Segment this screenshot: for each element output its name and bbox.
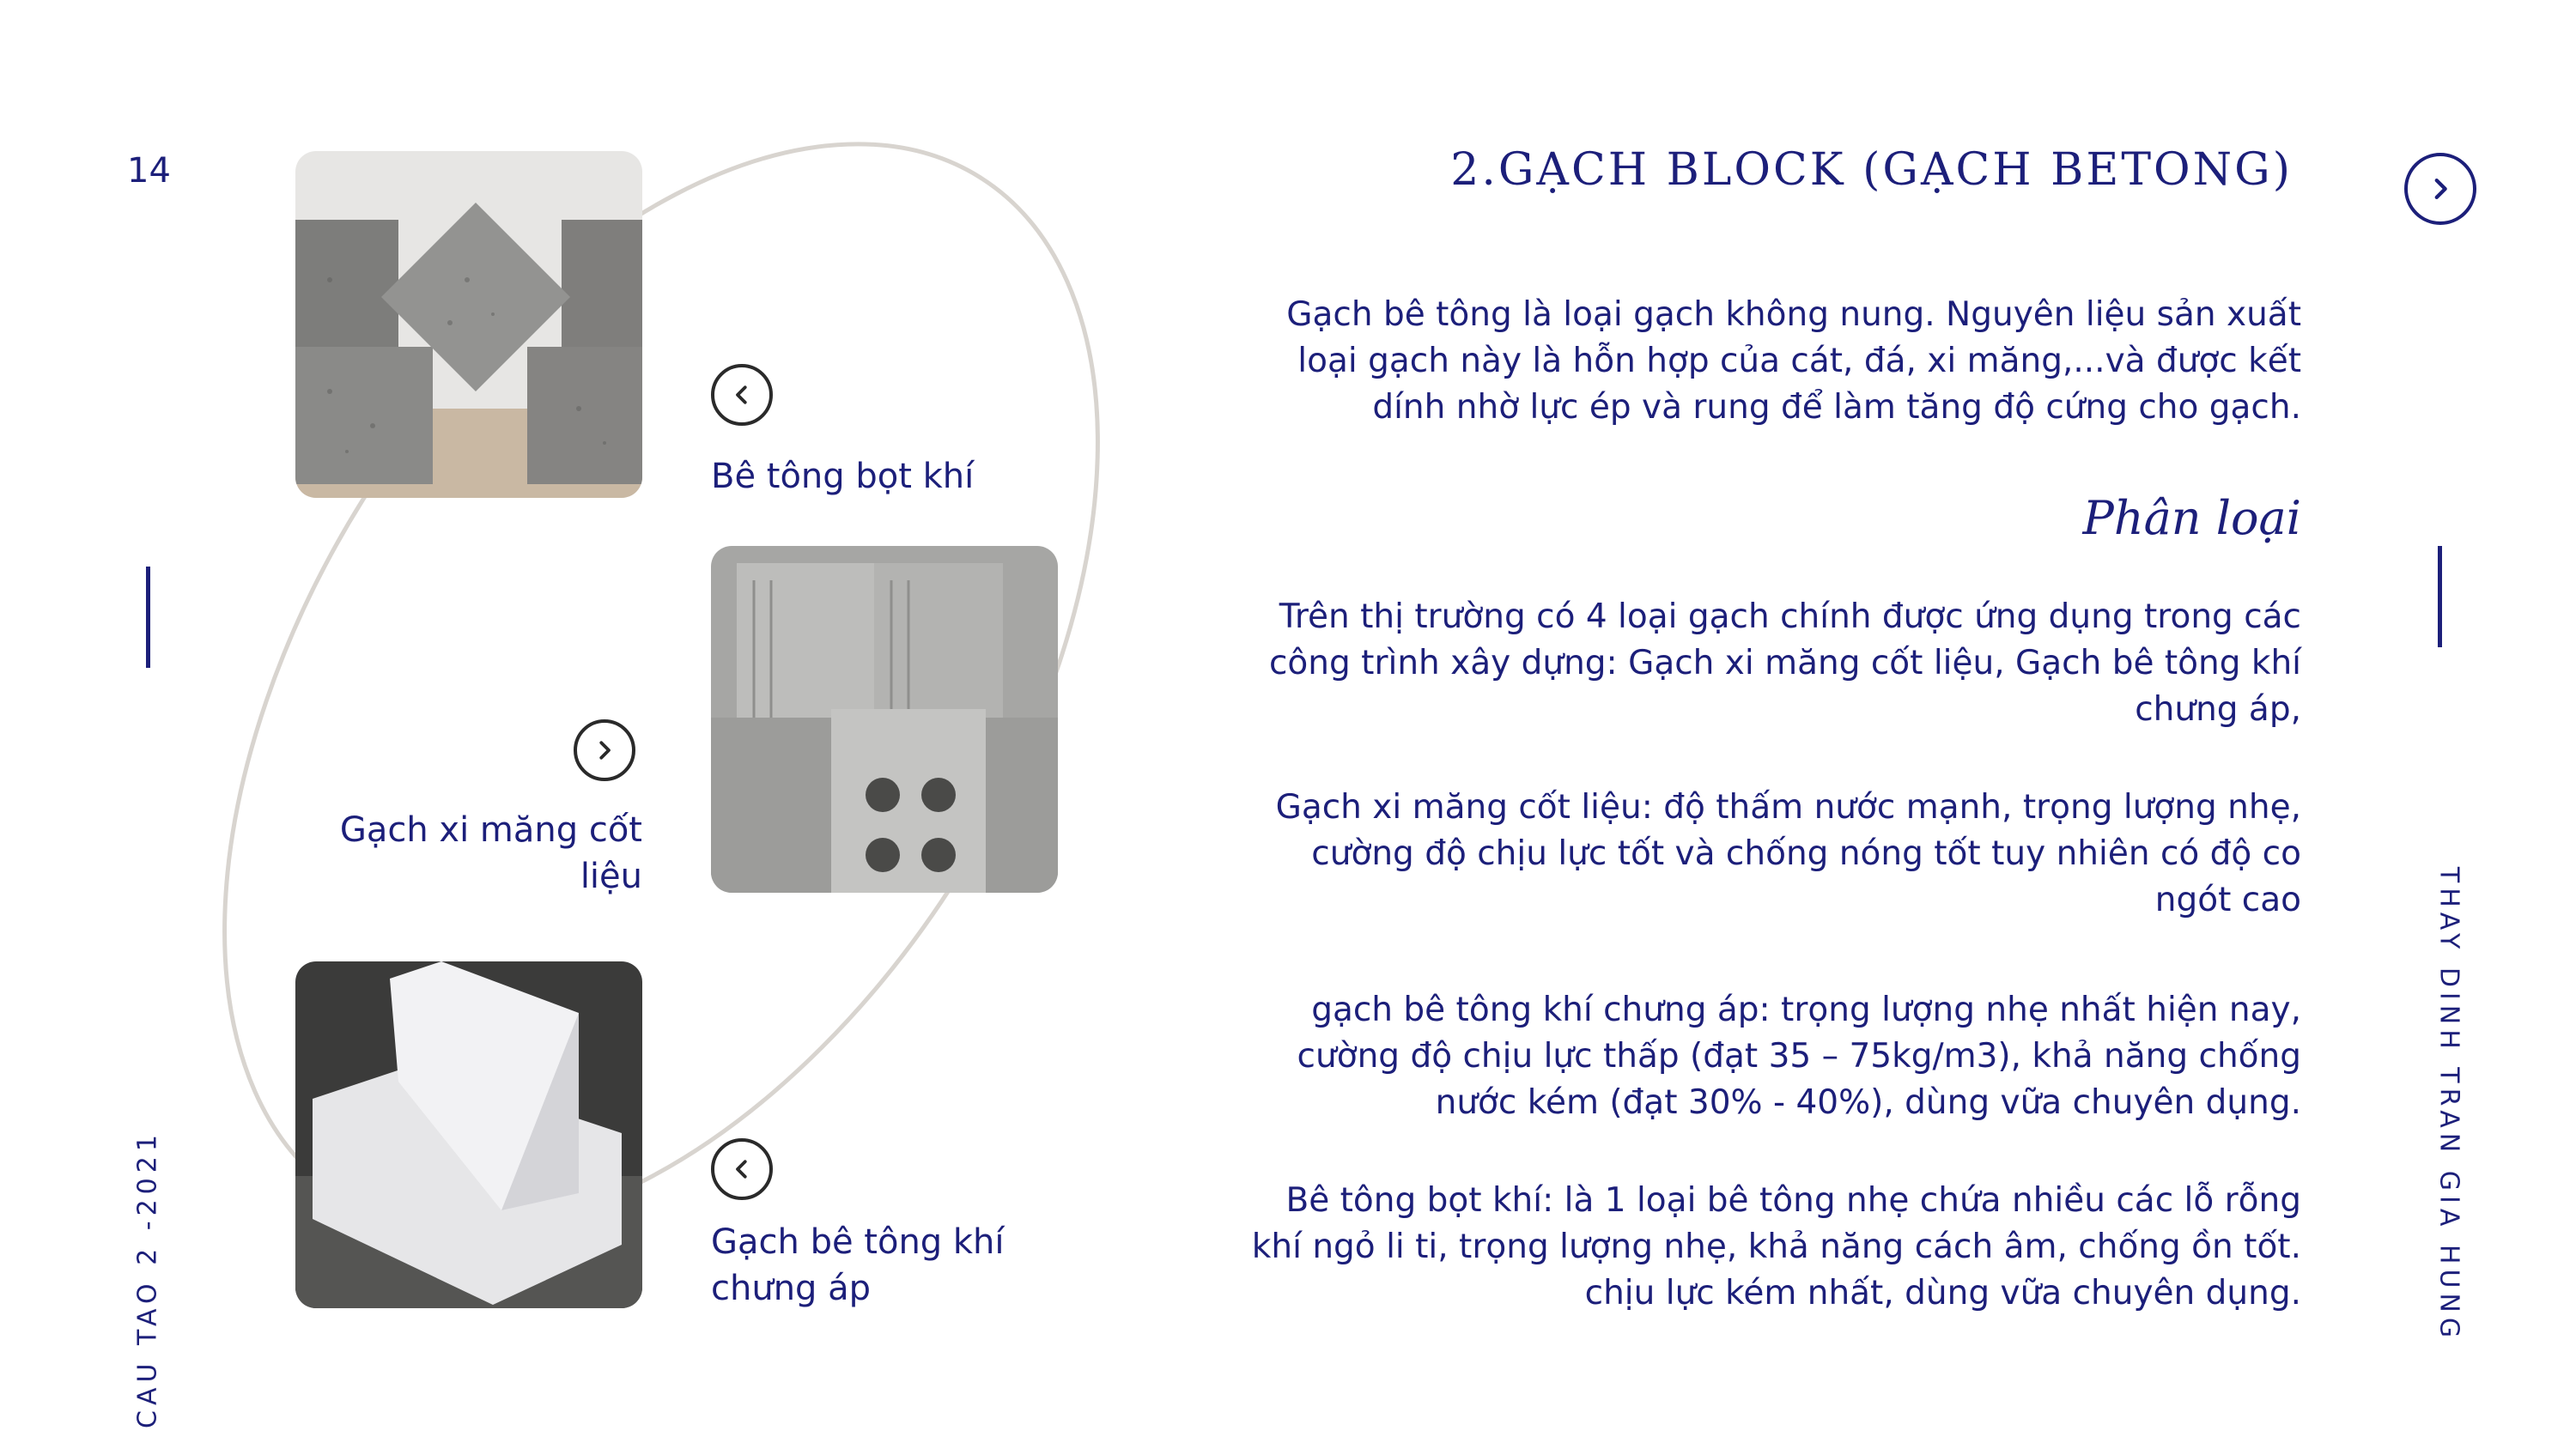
next-page-button[interactable] bbox=[2404, 153, 2476, 225]
section-heading: Phân loại bbox=[2082, 491, 2301, 545]
cement-brick-paragraph bbox=[1276, 785, 2301, 924]
aac-caption-line2: chưng áp bbox=[711, 1269, 872, 1308]
text-line: chưng áp, bbox=[2135, 690, 2301, 729]
foam-concrete-photo bbox=[295, 151, 642, 498]
aac-brick-paragraph bbox=[1297, 987, 2301, 1126]
chevron-right-icon bbox=[2426, 174, 2455, 203]
cement-brick-caption bbox=[340, 807, 642, 900]
footer-author-label: THAY DINH TRAN GIA HUNG bbox=[2433, 866, 2464, 1343]
text-line: nước kém (đạt 30% - 40%), dùng vữa chuyên dụng. bbox=[1435, 1083, 2301, 1122]
text-line: chịu lực kém nhất, dùng vữa chuyên dụng. bbox=[1584, 1274, 2301, 1313]
foam-concrete-caption: Bê tông bọt khí bbox=[711, 457, 975, 496]
next-button[interactable] bbox=[574, 719, 635, 781]
text-line: loại gạch này là hỗn hợp của cát, đá, xi măng,...và được kết bbox=[1297, 342, 2301, 380]
prev-button-aac[interactable] bbox=[711, 1138, 773, 1200]
aac-caption-line1: Gạch bê tông khí bbox=[711, 1222, 1005, 1262]
text-line: khí ngỏ li ti, trọng lượng nhẹ, khả năng cách âm, chống ồn tốt. bbox=[1251, 1228, 2301, 1266]
market-paragraph bbox=[1269, 594, 2301, 733]
text-line: Bê tông bọt khí: là 1 loại bê tông nhẹ chứa nhiều các lỗ rỗng bbox=[1285, 1181, 2301, 1220]
cement-caption-line2: liệu bbox=[580, 857, 642, 896]
foam-concrete-paragraph bbox=[1252, 1178, 2301, 1317]
text-line: Gạch xi măng cốt liệu: độ thấm nước mạnh, trọng lượng nhẹ, bbox=[1275, 788, 2301, 827]
chevron-right-icon bbox=[592, 737, 617, 763]
footer-course-label: CAU TAO 2 -2021 bbox=[132, 1130, 163, 1428]
cement-brick-photo bbox=[711, 546, 1058, 893]
right-divider bbox=[2438, 546, 2442, 647]
chevron-left-icon bbox=[729, 1156, 755, 1182]
text-line: dính nhờ lực ép và rung để làm tăng độ cứng cho gạch. bbox=[1372, 388, 2301, 427]
slide-title: 2.GẠCH BLOCK (GẠCH BETONG) bbox=[1450, 144, 2293, 196]
text-line: công trình xây dựng: Gạch xi măng cốt liệu, Gạch bê tông khí bbox=[1268, 644, 2301, 682]
text-line: gạch bê tông khí chưng áp: trọng lượng nhẹ nhất hiện nay, bbox=[1311, 991, 2301, 1029]
aac-brick-caption bbox=[711, 1219, 1005, 1312]
cement-caption-line1: Gạch xi măng cốt bbox=[339, 810, 642, 850]
page-number: 14 bbox=[127, 151, 171, 191]
text-line: cường độ chịu lực thấp (đạt 35 – 75kg/m3), khả năng chống bbox=[1297, 1037, 2301, 1076]
prev-button[interactable] bbox=[711, 364, 773, 426]
left-divider bbox=[146, 567, 150, 668]
intro-paragraph bbox=[1286, 292, 2301, 431]
text-line: Trên thị trường có 4 loại gạch chính được ứng dụng trong các bbox=[1279, 597, 2301, 636]
text-line: cường độ chịu lực tốt và chống nóng tốt tuy nhiên có độ co bbox=[1311, 834, 2301, 873]
chevron-left-icon bbox=[729, 382, 755, 408]
text-line: Gạch bê tông là loại gạch không nung. Nguyên liệu sản xuất bbox=[1286, 295, 2301, 334]
text-line: ngót cao bbox=[2154, 881, 2301, 919]
aac-brick-photo bbox=[295, 961, 642, 1308]
